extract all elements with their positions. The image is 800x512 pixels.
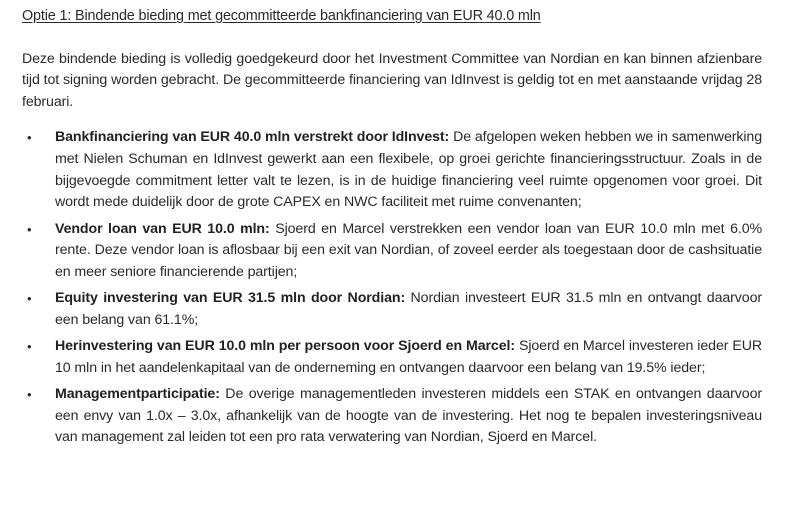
bullet-icon: • bbox=[27, 291, 32, 307]
intro-paragraph: Deze bindende bieding is volledig goedgekeurd door het Investment Committee van Nordian en kan binnen afzienbare tijd tot signing worden gebracht. De gecommitteerde financiering van IdInvest is geldig tot en met aanstaande vrijdag 28 februari. bbox=[22, 50, 762, 110]
document-body bbox=[22, 6, 762, 454]
bullet-icon: • bbox=[27, 339, 32, 355]
bullet-icon: • bbox=[27, 221, 32, 237]
bullet-list bbox=[22, 127, 762, 449]
list-item-lead: Herinvestering van EUR 10.0 mln per persoon voor Sjoerd en Marcel: bbox=[55, 338, 515, 355]
list-item-equity-investment bbox=[22, 288, 762, 331]
list-item-text: De overige managementleden investeren middels een STAK en ontvangen daarvoor een envy van 1.0x – 3.0x, afhankelijk van de hoogte van de investering. Het nog te bepalen investeringsniveau van management zal leiden tot een pro rata verwatering van Nordian, Sjoerd en Marcel. bbox=[55, 386, 762, 446]
list-item-lead: Bankfinanciering van EUR 40.0 mln verstrekt door IdInvest: bbox=[55, 129, 450, 146]
list-item-vendor-loan bbox=[22, 219, 762, 284]
list-item-lead: Vendor loan van EUR 10.0 mln: bbox=[55, 220, 270, 237]
list-item-management-participation bbox=[22, 384, 762, 449]
bullet-icon: • bbox=[27, 130, 32, 146]
list-item-text: Sjoerd en Marcel verstrekken een vendor loan van EUR 10.0 mln met 6.0% rente. Deze vendor loan is aflosbaar bij een exit van Nordian, of zoveel eerder als toegestaan door de cashsituatie en meer seniore financierende partijen; bbox=[55, 220, 763, 280]
list-item-text: Nordian investeert EUR 31.5 mln en ontvangt daarvoor een belang van 61.1%; bbox=[55, 290, 762, 328]
list-item-lead: Equity investering van EUR 31.5 mln door Nordian: bbox=[55, 290, 406, 307]
list-item-text: Sjoerd en Marcel investeren ieder EUR 10 mln in het aandelenkapitaal van de onderneming en ontvangen daarvoor een belang van 19.5% ieder; bbox=[55, 338, 762, 376]
bullet-icon: • bbox=[27, 387, 32, 403]
list-item-reinvestment bbox=[22, 336, 762, 379]
list-item-lead: Managementparticipatie: bbox=[55, 386, 220, 403]
list-item-text: De afgelopen weken hebben we in samenwerking met Nielen Schuman en IdInvest gewerkt aan een flexibele, op groei gerichte financieringsstructuur. Zoals in de bijgevoegde commitment letter valt te lezen, is in de huidige financiering veel ruimte opgenomen voor groei. Dit wordt mede duidelijk door de grote CAPEX en NWC faciliteit met ruime convenanten; bbox=[55, 129, 762, 211]
list-item-bank-financing bbox=[22, 127, 762, 213]
section-heading: Optie 1: Bindende bieding met gecommitteerde bankfinanciering van EUR 40.0 mln bbox=[22, 8, 541, 24]
